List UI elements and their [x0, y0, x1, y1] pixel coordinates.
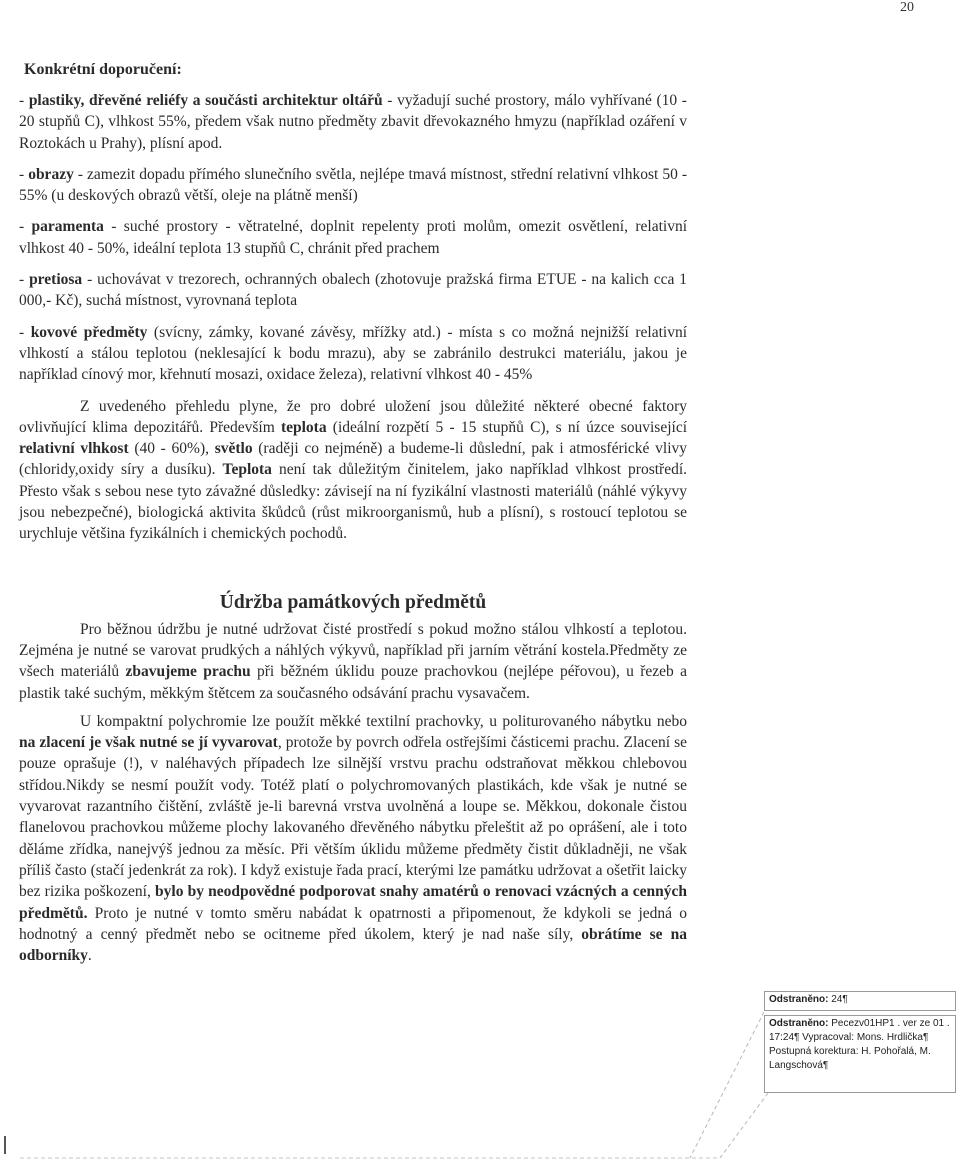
item-term: kovové předměty — [30, 323, 148, 341]
paragraph-text: Proto je nutné v tomto směru nabádat k opatrnosti a připomenout, že kdykoli se jedná o hodnotný a cenný předmět nebo se ocitneme před úkolem, který je nad naše síly, — [19, 904, 687, 943]
item-text: - suché prostory - větratelné, doplnit repelenty proti molům, omezit osvětlení, relativní vlhkost 40 - 50%, ideální teplota 13 stupňů C, chránit před prachem — [19, 218, 687, 257]
item-lead: - — [19, 271, 30, 289]
item-term: paramenta — [31, 218, 104, 236]
item-term: plastiky, dřevěné reliéfy a součásti architektur oltářů — [28, 92, 383, 109]
item-paramenta — [19, 216, 687, 259]
maintenance-paragraph-2 — [19, 711, 687, 967]
change-bar — [4, 1136, 6, 1154]
revision-comment-2[interactable] — [764, 1015, 956, 1093]
summary-term-teplota-2: Teplota — [222, 461, 272, 479]
revision-comment-1[interactable] — [764, 991, 956, 1011]
summary-term-teplota: teplota — [280, 418, 327, 436]
emphasis-text: zbavujeme prachu — [125, 663, 251, 681]
comment-text: 24¶ — [828, 994, 848, 1005]
summary-text: (40 - 60%), — [128, 440, 215, 458]
item-term: obrazy — [28, 165, 74, 183]
item-kovove — [19, 322, 687, 386]
emphasis-text: na zlacení je však nutné se jí vyvarovat — [19, 734, 278, 752]
item-term: pretiosa — [29, 271, 83, 289]
summary-text: není tak důležitým činitelem, jako například vlhkost prostředí. Přesto však s sebou nese tyto závažné důsledky: závisejí na ní fyzikální vlastnosti materiálů (náhlé výkyvy jsou nebezpečné), biologická aktivita škůdců (růst mikroorganismů, hub a plísní), s rostoucí teplotou se urychluje většina fyzikálních i chemických pochodů. — [19, 461, 688, 543]
paragraph-text: . — [87, 947, 92, 965]
item-obrazy — [19, 164, 687, 207]
item-lead: - — [19, 323, 31, 341]
paragraph-text: , protože by povrch odřela ostřejšími částicemi prachu. Zlacení se pouze oprašuje (!), v naléhavých případech lze silnější vrstvu prachu odstraňovat měkkou chlebovou střídou.Nikdy se nesmí použít vody. Totéž platí o polychromovaných plastikách, kde však je nutné se vyvarovat razantního čištění, zvláště je-li barevná vrstva uvolněná a loupe se. Měkkou, dokonale čistou flanelovou prachovkou můžeme plochy lakovaného dřevěného nábytku přeleštit až po oprášení, ale i toto děláme zřídka, nanejvýš jednou za měsíc. Při větším úklidu můžeme předměty čistit důkladněji, ne však příliš často (stačí jedenkrát za rok). I když existuje řada prací, kterými lze památku udržovat a ošetřit laicky bez rizika poškození, — [19, 734, 687, 901]
item-text: - zamezit dopadu přímého slunečního světla, nejlépe tmavá místnost, střední relativní vlhkost 50 - 55% (u deskových obrazů větší, oleje na plátně menší) — [19, 165, 687, 205]
paragraph-text: při běžném úklidu pouze prachovkou (nejlépe péřovou), u řezeb a plastik také suchým, měkkým štětcem za současného odsávání prachu vysavačem. — [19, 663, 687, 702]
summary-text: (ideální rozpětí 5 - 15 stupňů C), s ní úzce související — [326, 418, 688, 436]
maintenance-paragraph-1 — [19, 619, 687, 704]
document-body — [19, 60, 687, 966]
comment-label: Odstraněno: — [769, 994, 829, 1005]
item-text: - vyžadují suché prostory, málo vyhřívané (10 - 20 stupňů C), vlhkost 55%, předem však nutno předměty zbavit dřevokazného hmyzu (například ozáření v Roztokách u Prahy), plísní apod. — [19, 92, 687, 152]
summary-term-svetlo: světlo — [214, 440, 253, 458]
summary-term-vlhkost: relativní vlhkost — [19, 440, 129, 458]
item-pretiosa — [19, 269, 687, 312]
page-number: 20 — [900, 0, 914, 15]
item-lead: - — [19, 165, 29, 183]
item-lead: - — [19, 92, 29, 109]
comment-label: Odstraněno: — [769, 1018, 829, 1029]
paragraph-text: Pro běžnou údržbu je nutné udržovat čisté prostředí s pokud možno stálou vlhkostí a teplotou. Zejména je nutné se varovat prudkých a náhlých výkyvů, například při jarním větrání kostela.Předměty ze všech materiálů — [19, 620, 687, 681]
summary-text: (raději co nejméně) a budeme-li důslední, pak i atmosférické vlivy (chloridy,oxidy síry a dusíku). — [19, 440, 687, 479]
item-plastiky — [19, 90, 687, 154]
summary-text: Z uvedeného přehledu plyne, že pro dobré uložení jsou důležité některé obecné faktory ovlivňující klima depozitářů. Především — [19, 397, 687, 436]
item-text: (svícny, zámky, kované závěsy, mřížky atd.) - místa s co možná nejnižší relativní vlhkostí a stálou teplotou (neklesající k bodu mrazu), aby se zabránilo destrukci materiálu, jakou je například cínový mor, křehnutí mosazi, oxidace železa), relativní vlhkost 40 - 45% — [19, 323, 688, 384]
item-lead: - — [19, 218, 32, 236]
emphasis-text: obrátíme se na odborníky — [19, 925, 687, 965]
item-text: - uchovávat v trezorech, ochranných obalech (zhotovuje pražská firma ETUE - na kalich cca 1 000,- Kč), suchá místnost, vyrovnaná teplota — [19, 271, 687, 310]
section-heading: Konkrétní doporučení: — [24, 61, 182, 78]
emphasis-text: bylo by neodpovědné podporovat snahy amatérů o renovaci vzácných a cenných předmětů. — [19, 883, 688, 922]
comment-text: Pecezv01HP1 . ver ze 01 . 17:24¶ Vypracoval: Mons. Hrdlička¶ Postupná korektura: H. Pohořalá, M. Langschová¶ — [769, 1018, 950, 1071]
summary-paragraph — [19, 396, 687, 545]
paragraph-text: U kompaktní polychromie lze použít měkké textilní prachovky, u politurovaného nábytku nebo — [80, 712, 687, 730]
maintenance-heading: Údržba památkových předmětů — [219, 591, 487, 613]
